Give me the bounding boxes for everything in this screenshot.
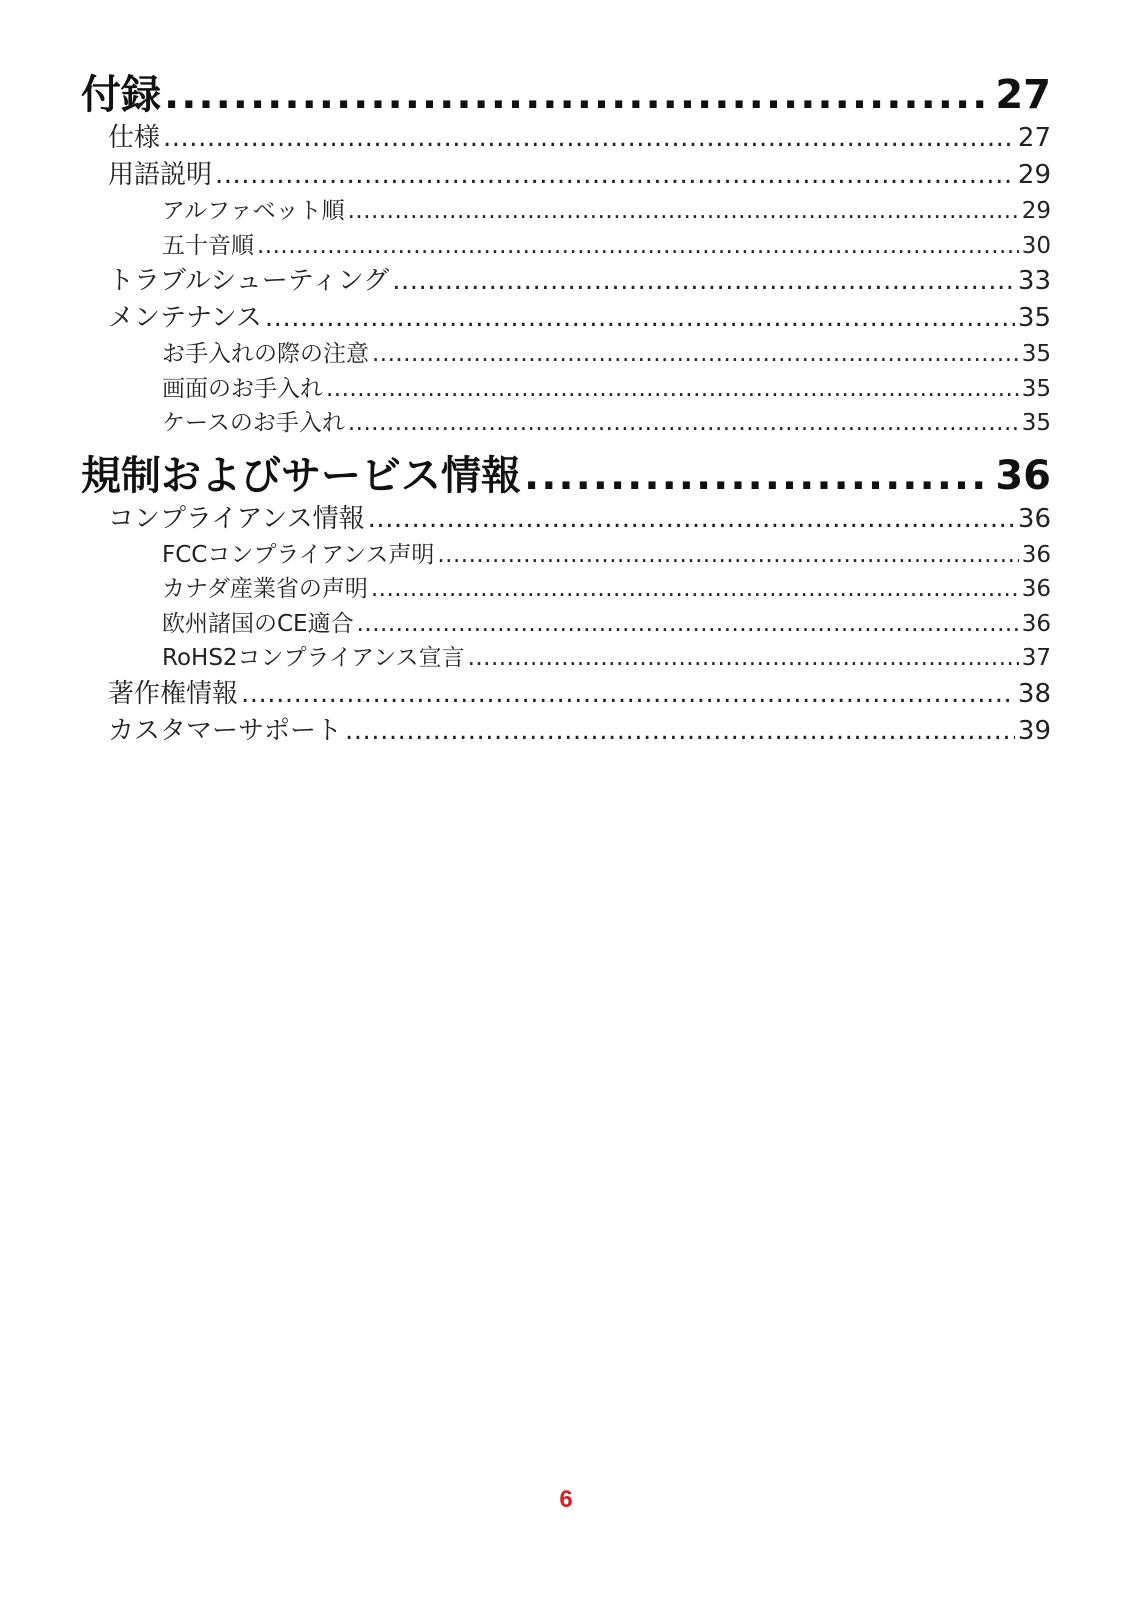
toc-entry-compliance[interactable] <box>81 501 1051 538</box>
toc-entry-copyright[interactable] <box>81 676 1051 713</box>
dot-leader <box>164 70 992 120</box>
dot-leader <box>372 337 1019 372</box>
toc-entry-appendix[interactable] <box>81 70 1051 120</box>
toc-entry-page: 35 <box>1017 303 1051 333</box>
toc-entry-customer-support[interactable] <box>81 713 1051 750</box>
toc-entry-title: ケースのお手入れ <box>162 410 345 436</box>
table-of-contents <box>81 70 1051 750</box>
dot-leader <box>215 157 1015 194</box>
toc-entry-title: メンテナンス <box>108 303 262 333</box>
dot-leader <box>348 194 1019 229</box>
dot-leader <box>371 572 1019 607</box>
toc-entry-page: 36 <box>1021 610 1051 637</box>
toc-entry-industry-canada[interactable] <box>81 572 1051 607</box>
dot-leader <box>437 538 1018 573</box>
toc-entry-screen-care[interactable] <box>81 372 1051 407</box>
dot-leader <box>348 406 1019 441</box>
toc-entry-page: 35 <box>1021 410 1051 436</box>
toc-entry-case-care[interactable] <box>81 406 1051 441</box>
toc-entry-title: カナダ産業省の声明 <box>162 576 368 602</box>
toc-entry-page: 36 <box>995 452 1051 499</box>
dot-leader <box>468 641 1019 676</box>
dot-leader <box>392 263 1015 300</box>
toc-entry-page: 35 <box>1021 341 1051 367</box>
toc-entry-title: 仕様 <box>108 123 161 153</box>
dot-leader <box>368 501 1015 538</box>
toc-entry-page: 38 <box>1017 678 1051 709</box>
toc-entry-page: 27 <box>1017 123 1051 153</box>
toc-entry-title: カスタマーサポート <box>108 715 343 746</box>
dot-leader <box>241 676 1015 713</box>
toc-entry-title: 著作権情報 <box>108 678 239 709</box>
toc-entry-page: 36 <box>1021 541 1051 568</box>
toc-entry-alphabetical[interactable] <box>81 194 1051 229</box>
toc-entry-title: お手入れの際の注意 <box>162 341 369 367</box>
toc-entry-title: トラブルシューティング <box>108 266 390 296</box>
toc-entry-page: 37 <box>1021 645 1051 671</box>
toc-entry-title: 五十音順 <box>162 232 254 259</box>
toc-entry-rohs2[interactable] <box>81 641 1051 676</box>
toc-entry-page: 39 <box>1017 715 1051 746</box>
dot-leader <box>357 607 1019 642</box>
toc-entry-specifications[interactable] <box>81 120 1051 157</box>
page-number: 6 <box>559 1486 573 1513</box>
dot-leader <box>163 120 1015 157</box>
toc-entry-title: RoHS2コンプライアンス宣言 <box>162 645 465 671</box>
toc-entry-page: 33 <box>1017 266 1051 296</box>
toc-entry-gojuon[interactable] <box>81 229 1051 264</box>
toc-entry-page: 35 <box>1021 375 1051 402</box>
toc-entry-title: 欧州諸国のCE適合 <box>162 610 354 637</box>
toc-entry-page: 29 <box>1021 198 1051 224</box>
dot-leader <box>326 372 1019 407</box>
toc-entry-page: 36 <box>1021 576 1051 602</box>
toc-entry-title: アルファベット順 <box>162 198 345 224</box>
toc-entry-page: 36 <box>1017 503 1051 534</box>
toc-entry-page: 27 <box>995 72 1051 118</box>
toc-entry-page: 30 <box>1021 232 1051 259</box>
dot-leader <box>345 713 1015 750</box>
toc-entry-ce-conformity[interactable] <box>81 607 1051 642</box>
dot-leader <box>265 300 1015 337</box>
toc-entry-title: FCCコンプライアンス声明 <box>162 541 435 568</box>
toc-entry-title: 付録 <box>81 72 161 118</box>
toc-entry-fcc[interactable] <box>81 538 1051 573</box>
toc-entry-title: 画面のお手入れ <box>162 375 323 402</box>
toc-entry-regulatory-service[interactable] <box>81 451 1051 501</box>
toc-entry-title: 用語説明 <box>108 160 213 190</box>
toc-entry-page: 29 <box>1017 160 1051 190</box>
dot-leader <box>257 229 1019 264</box>
toc-entry-maintenance[interactable] <box>81 300 1051 337</box>
toc-entry-care-precautions[interactable] <box>81 337 1051 372</box>
toc-entry-title: 規制およびサービス情報 <box>81 452 521 499</box>
toc-entry-glossary[interactable] <box>81 157 1051 194</box>
toc-entry-title: コンプライアンス情報 <box>108 503 365 534</box>
dot-leader <box>524 451 992 501</box>
toc-entry-troubleshooting[interactable] <box>81 263 1051 300</box>
